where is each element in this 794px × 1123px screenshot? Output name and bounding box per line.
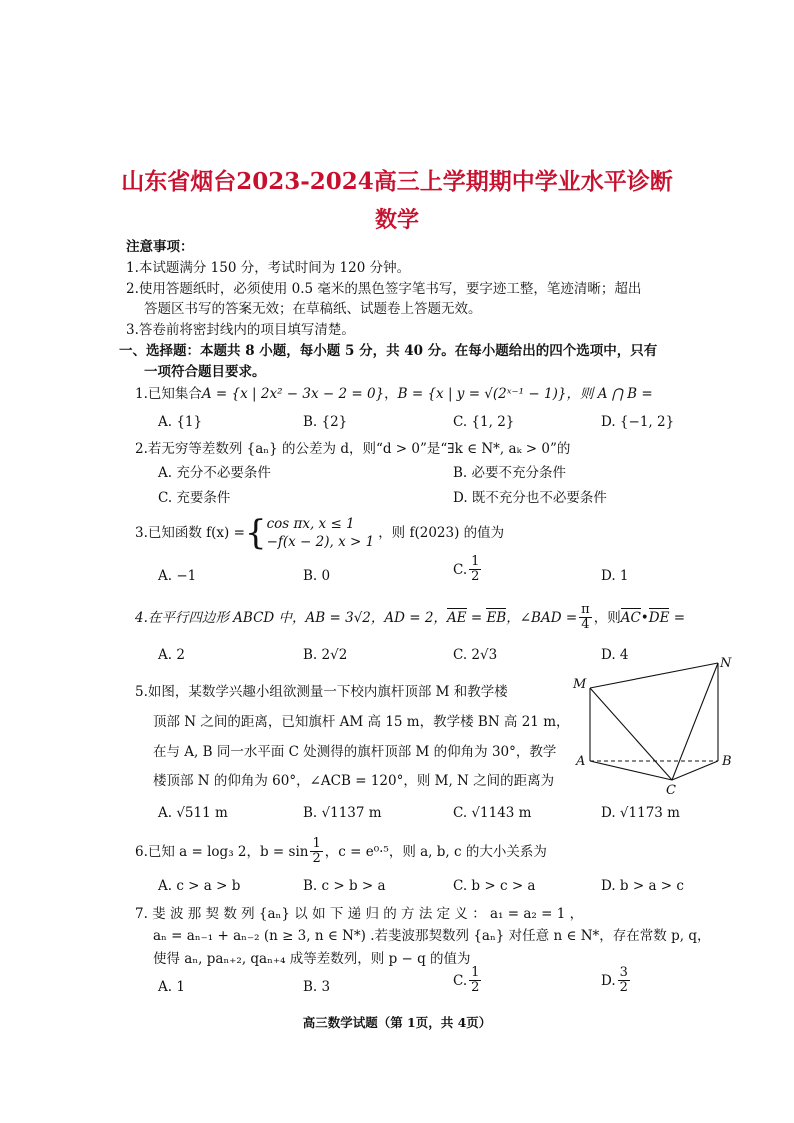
notice-item-2: 2.使用答题纸时，必须使用 0.5 毫米的黑色签字笔书写，要字迹工整，笔迹清晰；超出 [126,281,642,297]
q5-option-a: A. √511 m [158,805,228,821]
q5-geometry-figure [568,652,738,797]
question-3-stem [135,515,504,551]
label-B: B [722,754,732,769]
q1-sep: ， [384,386,398,402]
q7-option-c [453,966,483,995]
q1-option-d: D. {−1, 2} [601,414,675,430]
q6-prefix: 6.已知 a = log₃ 2，b = sin [135,843,309,860]
q1-set-b: B = {x | y = √(2ˣ⁻¹ − 1)} [397,386,567,402]
q7-option-d-label: D. [601,972,616,989]
q3-prefix: 3.已知函数 f(x) = [135,525,245,541]
q1-ask: ，则 A ⋂ B = [566,386,653,402]
q3-option-a: A. −1 [158,568,197,584]
line-AC [590,761,672,780]
q3-ask: ，则 f(2023) 的值为 [378,525,505,541]
q2-option-d: D. 既不充分也不必要条件 [453,490,607,506]
question-2-stem: 2.若无穷等差数列 {aₙ} 的公差为 d，则“d > 0”是“∃k ∈ N*, aₖ > 0”的 [135,441,571,457]
notice-item-1: 1.本试题满分 150 分，考试时间为 120 分钟。 [126,260,411,276]
q4-pi-num: π [581,602,590,617]
q1-option-a: A. {1} [158,414,203,430]
section-heading: 一、选择题：本题共 8 小题，每小题 5 分，共 40 分。在每小题给出的四个选项中，只有 [119,343,658,359]
q7-c-num: 1 [471,965,480,980]
q3-piecewise [267,515,375,551]
q7-option-a: A. 1 [158,979,185,995]
notice-item-3: 3.答卷前将密封线内的项目填写清楚。 [126,322,355,338]
question-6-stem [135,837,547,866]
q6-option-b: B. c > b > a [303,878,386,894]
q4-option-a: A. 2 [158,647,185,663]
q4-pi-fraction [579,603,592,632]
q4-vec-ae: AE [446,610,467,626]
q4-dot: • [640,609,649,626]
question-7-line-1: 7. 斐 波 那 契 数 列 {aₙ} 以 如 下 递 归 的 方 法 定 义 ： a₁ = a₂ = 1 ， [135,906,584,922]
section-heading-cont: 一项符合题目要求。 [144,364,266,380]
q2-option-a: A. 充分不必要条件 [158,465,271,481]
q6-den: 2 [312,851,321,866]
q3-case-2: −f(x − 2), x > 1 [266,534,375,550]
q4-vec-eb: EB [486,610,507,626]
line-MC [590,688,672,780]
question-5-line-2: 顶部 N 之间的距离，已知旗杆 AM 高 15 m，教学楼 BN 高 21 m， [153,714,570,730]
q6-option-a: A. c > a > b [158,878,241,894]
notice-item-2-cont: 答题区书写的答案无效；在草稿纸、试题卷上答题无效。 [144,301,482,317]
q3-option-c-label: C. [453,561,468,578]
q6-option-d: D. b > a > c [601,878,684,894]
q4-vec-ac: AC [620,610,641,626]
question-4-stem [135,603,685,632]
q3-case-1: cos πx, x ≤ 1 [266,516,355,532]
notice-heading: 注意事项： [126,239,194,255]
label-C: C [666,783,676,797]
q1-option-c: C. {1, 2} [453,414,515,430]
question-7-line-2: aₙ = aₙ₋₁ + aₙ₋₂ (n ≥ 3, n ∈ N*) .若斐波那契数列 {aₙ} 对任意 n ∈ N*，存在常数 p, q， [153,928,711,944]
question-1-stem [135,385,653,403]
q2-option-c: C. 充要条件 [158,490,231,506]
question-5-line-3: 在与 A, B 同一水平面 C 处测得的旗杆顶部 M 的仰角为 30°，教学 [153,744,557,760]
q7-option-c-fraction [469,966,481,995]
line-NC [672,663,718,780]
q3-option-c-fraction [469,555,481,584]
q4-option-d: D. 4 [601,647,629,663]
q6-option-c: C. b > c > a [453,878,536,894]
q7-option-d [601,966,632,995]
q3-c-num: 1 [471,554,480,569]
page-footer: 高三数学试题（第 1页，共 4页） [302,1015,492,1030]
q3-option-b: B. 0 [303,568,331,584]
q5-option-b: B. √1137 m [303,805,382,821]
label-A: A [576,754,586,769]
q7-c-den: 2 [471,980,480,995]
q7-d-den: 2 [619,980,628,995]
q3-option-d: D. 1 [601,568,629,584]
q4-stem-a: 4.在平行四边形 ABCD 中，AB = 3√2，AD = 2， [135,609,447,626]
q3-brace: { [244,513,267,553]
q1-set-a: A = {x | 2x² − 3x − 2 = 0} [201,386,385,402]
question-5-line-4: 楼顶部 N 的仰角为 60°，∠ACB = 120°，则 M, N 之间的距离为 [153,773,555,789]
q7-option-b: B. 3 [303,979,331,995]
q3-option-c [453,555,483,584]
subject-title: 数学 [374,207,419,233]
q2-option-b: B. 必要不充分条件 [453,465,567,481]
q4-option-b: B. 2√2 [303,647,348,663]
q7-option-d-fraction [618,966,630,995]
q3-c-den: 2 [471,569,480,584]
q4-pi-den: 4 [581,617,590,632]
q7-option-c-label: C. [453,972,468,989]
label-M: M [573,677,587,692]
q6-tail: ，c = e⁰·⁵，则 a, b, c 的大小关系为 [324,843,547,860]
exam-title: 山东省烟台2023-2024高三上学期期中学业水平诊断 [121,168,673,195]
q6-fraction [310,837,322,866]
line-MN [590,663,718,688]
q4-option-c: C. 2√3 [453,647,498,663]
q5-option-c: C. √1143 m [453,805,532,821]
q4-eq: = [466,609,487,626]
q4-angle: ，∠BAD = [506,609,578,626]
q4-end: = [669,609,686,626]
q4-tail: ，则 [593,609,621,626]
q6-num: 1 [312,836,321,851]
question-5-line-1: 5.如图，某数学兴趣小组欲测量一下校内旗杆顶部 M 和教学楼 [135,684,508,700]
q1-prefix: 1.已知集合 [135,386,202,402]
label-N: N [720,656,732,671]
q5-option-d: D. √1173 m [601,805,680,821]
q7-d-num: 3 [619,965,628,980]
q4-vec-de: DE [648,610,670,626]
q1-option-b: B. {2} [303,414,348,430]
question-7-line-3: 使得 aₙ, paₙ₊₂, qaₙ₊₄ 成等差数列，则 p − q 的值为 [153,951,471,967]
